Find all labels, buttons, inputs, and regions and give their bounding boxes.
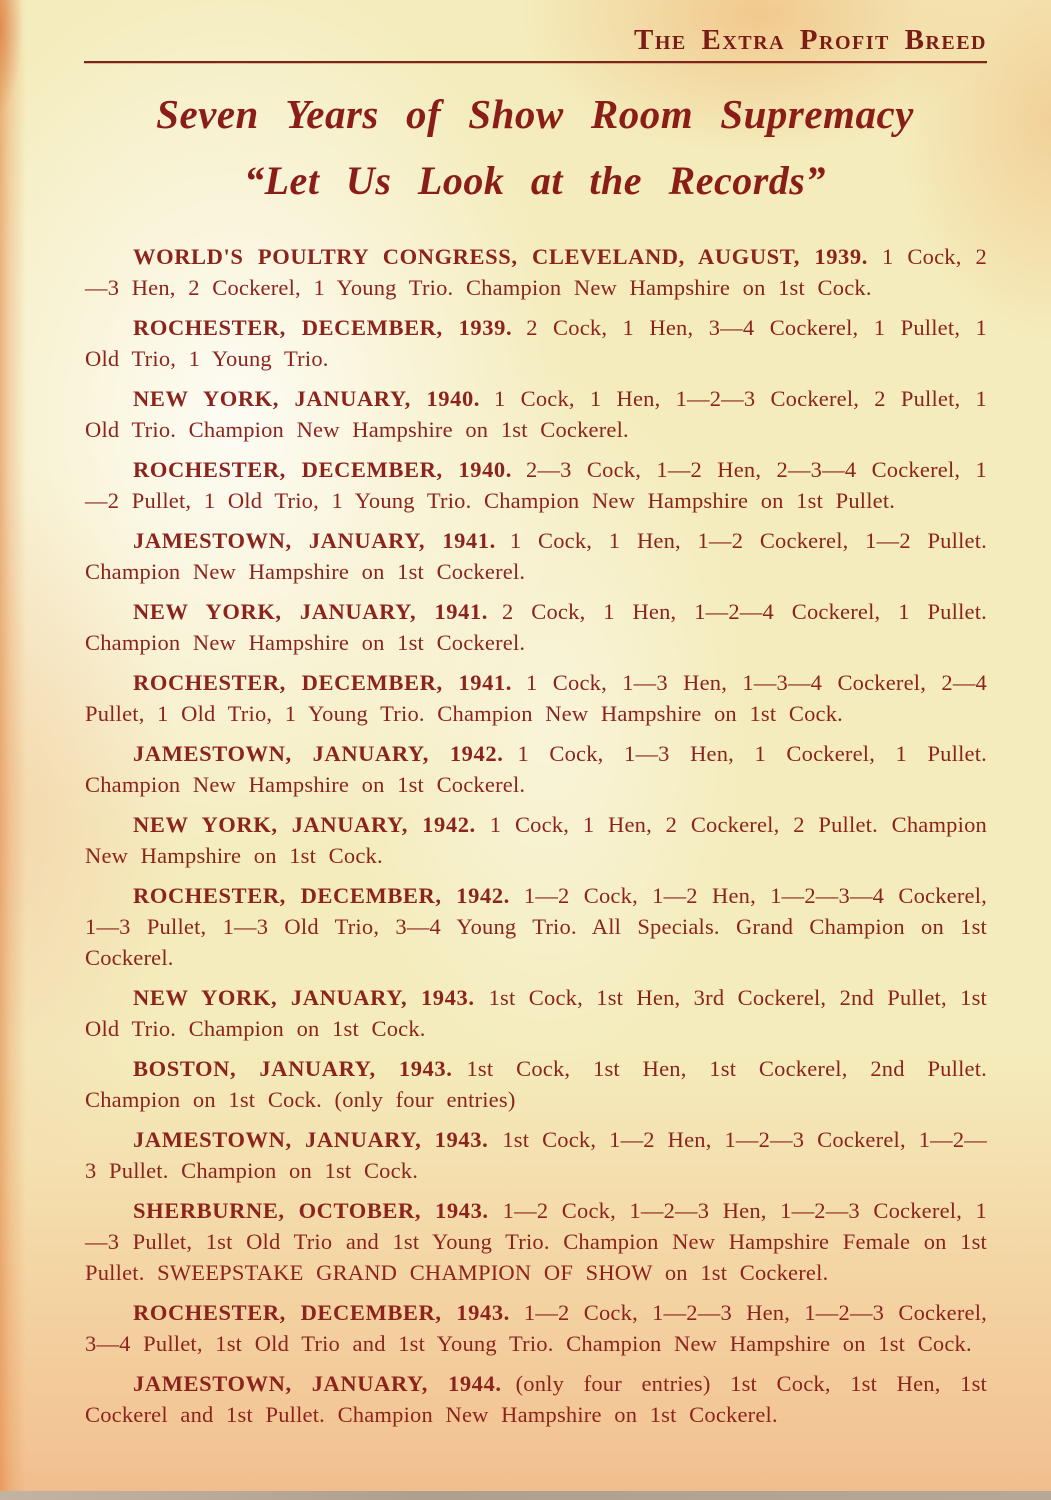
record-heading: WORLD'S POULTRY CONGRESS, CLEVELAND, AUGUST, 1939. — [133, 244, 868, 269]
record-paragraph — [85, 1195, 987, 1288]
record-details: 1 Cock, 2—3 Hen, 2 Cockerel, 1 Young Trio. Champion New Hampshire on 1st Cock. — [85, 244, 987, 300]
record-paragraph — [85, 454, 987, 516]
records-list — [85, 241, 987, 1439]
record-heading: NEW YORK, JANUARY, 1940. — [133, 386, 481, 411]
record-paragraph — [85, 525, 987, 587]
record-paragraph — [85, 667, 987, 729]
record-paragraph — [85, 982, 987, 1044]
record-heading: ROCHESTER, DECEMBER, 1942. — [133, 883, 510, 908]
record-heading: ROCHESTER, DECEMBER, 1943. — [133, 1300, 510, 1325]
record-heading: JAMESTOWN, JANUARY, 1942. — [133, 741, 504, 766]
running-head: The Extra Profit Breed — [634, 24, 987, 56]
record-details: 1—2 Cock, 1—2 Hen, 1—2—3—4 Cockerel, 1—3 Pullet, 1—3 Old Trio, 3—4 Young Trio. All Specials. Grand Champion on 1st Cockerel. — [85, 883, 987, 970]
record-heading: SHERBURNE, OCTOBER, 1943. — [133, 1198, 489, 1223]
page-subtitle: “Let Us Look at the Records” — [244, 158, 826, 203]
record-details: 1st Cock, 1st Hen, 1st Cockerel, 2nd Pullet. Champion on 1st Cock. (only four entries) — [85, 1056, 987, 1112]
record-details: 1 Cock, 1 Hen, 1—2 Cockerel, 1—2 Pullet. Champion New Hampshire on 1st Cockerel. — [85, 528, 987, 584]
record-paragraph — [85, 312, 987, 374]
header-rule — [84, 61, 987, 63]
record-heading: NEW YORK, JANUARY, 1942. — [133, 812, 476, 837]
record-paragraph — [85, 596, 987, 658]
record-details: 1 Cock, 1 Hen, 2 Cockerel, 2 Pullet. Champion New Hampshire on 1st Cock. — [85, 812, 987, 868]
record-paragraph — [85, 241, 987, 303]
record-details: 1—2 Cock, 1—2—3 Hen, 1—2—3 Cockerel, 3—4 Pullet, 1st Old Trio and 1st Young Trio. Champion New Hampshire on 1st Cock. — [85, 1300, 987, 1356]
record-paragraph — [85, 880, 987, 973]
record-paragraph — [85, 809, 987, 871]
record-paragraph — [85, 1297, 987, 1359]
record-details: 1—2 Cock, 1—2—3 Hen, 1—2—3 Cockerel, 1—3 Pullet, 1st Old Trio and 1st Young Trio. Champion New Hampshire Female on 1st Pullet. SWEEPSTAKE GRAND CHAMPION OF SHOW on 1st Cockerel. — [85, 1198, 987, 1285]
record-details: 2 Cock, 1 Hen, 1—2—4 Cockerel, 1 Pullet. Champion New Hampshire on 1st Cockerel. — [85, 599, 987, 655]
record-heading: ROCHESTER, DECEMBER, 1941. — [133, 670, 513, 695]
record-details: (only four entries) 1st Cock, 1st Hen, 1st Cockerel and 1st Pullet. Champion New Hampshire on 1st Cockerel. — [85, 1371, 987, 1427]
record-details: 2 Cock, 1 Hen, 3—4 Cockerel, 1 Pullet, 1 Old Trio, 1 Young Trio. — [85, 315, 987, 371]
page-title: Seven Years of Show Room Supremacy — [156, 91, 914, 137]
record-heading: BOSTON, JANUARY, 1943. — [133, 1056, 453, 1081]
record-details: 1st Cock, 1—2 Hen, 1—2—3 Cockerel, 1—2—3 Pullet. Champion on 1st Cock. — [85, 1127, 987, 1183]
record-heading: JAMESTOWN, JANUARY, 1944. — [133, 1371, 502, 1396]
record-heading: NEW YORK, JANUARY, 1943. — [133, 985, 475, 1010]
record-details: 2—3 Cock, 1—2 Hen, 2—3—4 Cockerel, 1—2 Pullet, 1 Old Trio, 1 Young Trio. Champion New Hampshire on 1st Pullet. — [85, 457, 987, 513]
record-paragraph — [85, 1053, 987, 1115]
record-details: 1 Cock, 1 Hen, 1—2—3 Cockerel, 2 Pullet, 1 Old Trio. Champion New Hampshire on 1st Cockerel. — [85, 386, 987, 442]
record-heading: NEW YORK, JANUARY, 1941. — [133, 599, 489, 624]
record-paragraph — [85, 738, 987, 800]
record-details: 1 Cock, 1—3 Hen, 1—3—4 Cockerel, 2—4 Pullet, 1 Old Trio, 1 Young Trio. Champion New Hampshire on 1st Cock. — [85, 670, 987, 726]
record-details: 1 Cock, 1—3 Hen, 1 Cockerel, 1 Pullet. Champion New Hampshire on 1st Cockerel. — [85, 741, 988, 797]
record-details: 1st Cock, 1st Hen, 3rd Cockerel, 2nd Pullet, 1st Old Trio. Champion on 1st Cock. — [85, 985, 987, 1041]
record-paragraph — [85, 1368, 987, 1430]
record-heading: JAMESTOWN, JANUARY, 1943. — [133, 1127, 489, 1152]
record-heading: ROCHESTER, DECEMBER, 1940. — [133, 457, 513, 482]
record-paragraph — [85, 1124, 987, 1186]
record-paragraph — [85, 383, 987, 445]
record-heading: ROCHESTER, DECEMBER, 1939. — [133, 315, 513, 340]
record-heading: JAMESTOWN, JANUARY, 1941. — [133, 528, 496, 553]
